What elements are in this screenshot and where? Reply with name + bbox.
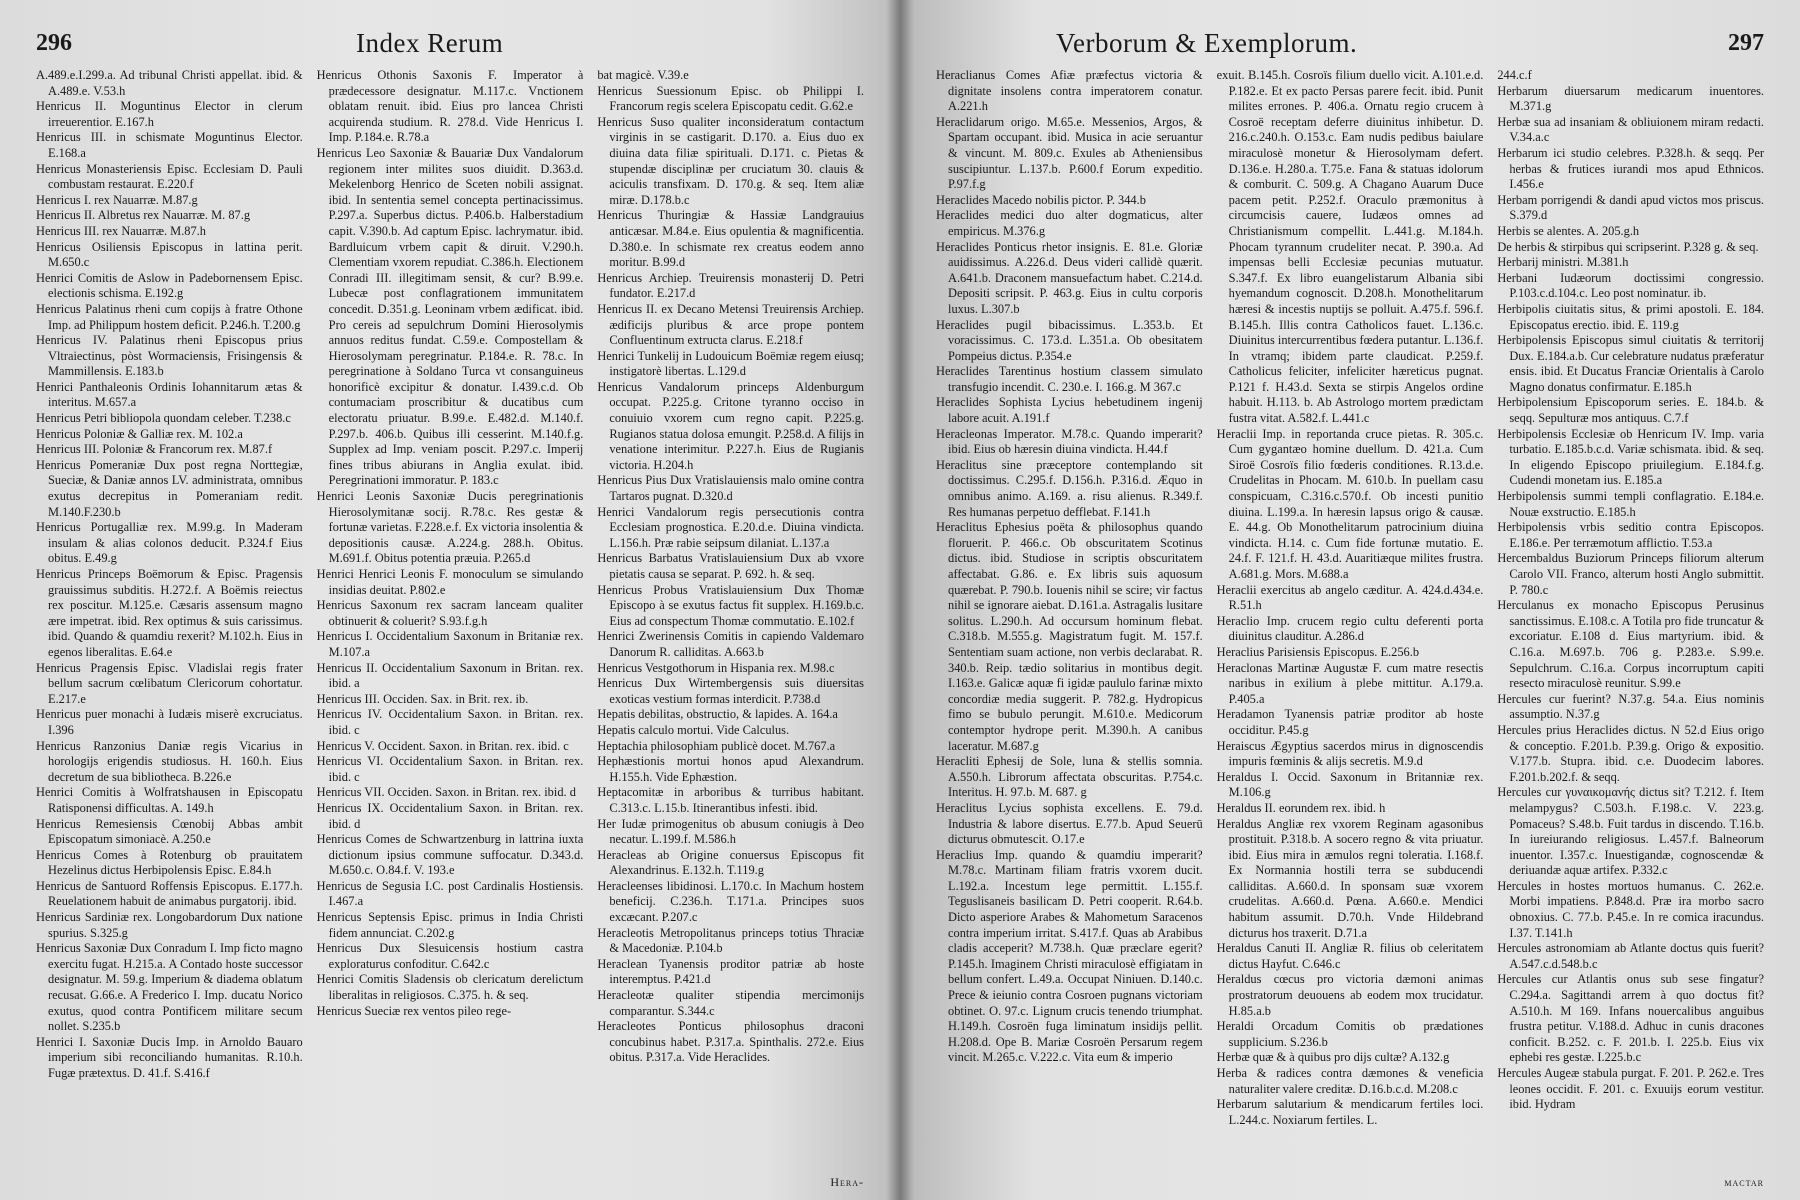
index-entry: Heraldus I. Occid. Saxonum in Britanniæ rex. M.106.g [1216,769,1484,800]
index-entry: Henricus de Santuord Roffensis Episcopus. E.177.h. Reuelationem habuit de animabus purgatorij. ibid. [36,878,303,909]
index-entry: Her Iudæ primogenitus ob abusum coniugis à Deo necatur. L.199.f. M.586.h [597,816,864,847]
index-entry: Henricus Monasteriensis Episc. Ecclesiam D. Pauli combustam restaurat. E.220.f [36,161,303,192]
index-entry: Henricus Ranzonius Daniæ regis Vicarius in horologijs erigendis studiosus. H. 160.h. Eius decretum de sua bibliotheca. B.226.e [36,738,303,784]
index-entry: Heptachia philosophiam publicè docet. M.767.a [597,738,836,753]
index-entry: Hepatis debilitas, obstructio, & lapides. A. 164.a [597,707,838,722]
index-entry: Henrici Comitis de Aslow in Padebornensem Episc. electionis schisma. E.192.g [36,270,303,301]
index-entry: Henrici Henrici Leonis F. monoculum se simulando insidias deuitat. P.802.e [316,567,584,597]
catchword: mactar [1724,1175,1764,1189]
index-entry: Henricus Probus Vratislauiensium Dux Thomæ Episcopo à se exutus factus fit supplex. H.169.b.c. Eius ad conspectum Thomæ commutatio. E.102.f [597,582,864,628]
running-title: Index Rerum [356,28,504,58]
index-entry: De herbis & stirpibus qui scripserint. P.328 g. & seq. [1497,239,1759,254]
index-entry: Heraclides Ponticus rhetor insignis. E. 81.e. Gloriæ auidissimus. A.226.d. Deus videri callidè quærit. A.641.b. Draconem mansuefactum habet. C.214.d. Depositi scripsit. P. 463.g. Eius in cultu corporis luxus. L.307.b [936,239,1203,316]
index-entry: Herbarum salutarium & mendicarum fertiles loci. L.244.c. Noxiarum fertiles. L. [1216,1097,1484,1127]
index-entry: Heraclitus Lycius sophista excellens. E. 79.d. Industria & labore disertus. E.77.b. Apud Seuerū dicturus obmutescit. O.17.e [936,800,1203,847]
index-entry: Henricus Palatinus rheni cum copijs à fratre Othone Imp. ad Philippum hostem deficit. P.246.h. T.200.g [36,301,303,332]
index-entry: Henricus Dux Slesuicensis hostium castra exploraturus confoditur. C.642.c [316,941,584,971]
index-entry: Heradamon Tyanensis patriæ proditor ab hoste occiditur. P.45.g [1216,707,1484,737]
index-entry: Herbani Iudæorum doctissimi congressio. P.103.c.d.104.c. Leo post nominatur. ib. [1497,270,1764,301]
index-entry: Henricus puer monachi à Iudæis miserè excruciatus. I.396 [36,707,303,737]
index-entry: Henricus Portugalliæ rex. M.99.g. In Maderam insulam & alias colonos deducit. P.324.f Eius obitus. E.49.g [36,520,303,566]
left-page-columns [36,68,864,1188]
index-entry: Heraclii exercitus ab angelo cæditur. A. 424.d.434.e. R.51.h [1216,582,1484,613]
index-entry: Heracleas ab Origine conuersus Episcopus fit Alexandrinus. E.132.h. T.119.g [597,847,864,878]
index-entry: Henricus Othonis Saxonis F. Imperator à prædecessore designatur. M.117.c. Vnctionem oblatam renuit. ibid. Eius pro lancea Christi acquirenda studium. R. 278.d. Vide Henricus I. Imp. P.184.e. R.78.a [316,68,584,145]
index-entry: Henrici Zwerinensis Comitis in capiendo Valdemaro Danorum R. calliditas. A.663.b [597,629,864,659]
index-column [36,68,303,1188]
index-entry: Heracleenses libidinosi. L.170.c. In Machum hostem beneficij. C.236.h. T.171.a. Principes suos excæcant. P.207.c [597,878,864,925]
index-entry: Heraclides medici duo alter dogmaticus, alter empiricus. M.376.g [936,208,1203,238]
index-entry: Herba & radices contra dæmones & veneficia naturaliter valere creditæ. D.16.b.c.d. M.208.c [1216,1066,1484,1096]
index-entry: Henricus II. Occidentalium Saxonum in Britan. rex. ibid. a [316,660,584,691]
page-number: 296 [36,30,72,56]
index-entry: Henricus Vestgothorum in Hispania rex. M.98.c [597,660,835,675]
index-entry: Henricus Remesiensis Cœnobij Abbas ambit Episcopatum simoniacè. A.250.e [36,816,303,847]
left-page-header [36,26,864,60]
index-entry: Henricus Vandalorum princeps Aldenburgum occupat. P.225.g. Critone tyranno occiso in conuiuio vxorem cum regno capit. P.225.g. Rugianos statua dolosa emungit. P.258.d. A filijs in venatione interimitur. P.227.h. Eius de Rugianis victoria. H.204.h [597,379,864,472]
index-entry: Heraclius Imp. quando & quamdiu imperarit? M.78.c. Martinam filiam fratris vxorem ducit. L.192.a. Incestum lege permittit. L.155.f. Teguslisaneis basilicam D. Petri cooperit. R.64.b. Dicto asperiore Arabes & Mahometum Saracenos contra imperium irritat. S.417.f. Quas ab Arabibus cladis acceperit? M.738.h. Quæ præclare egerit? P.145.h. Imaginem Christi miraculosè effigiatam in bellum confert. L.49.a. Occupat Niniuen. D.140.c. Prece & ieiunio contra Cosroen pugnans victoriam obtinet. O. 97.c. Lignum crucis tenendo triumphat. H.149.h. Cosroën fuga liminatum insidijs pellit. H.208.d. Ope B. Mariæ Cosroën Persarum regem vincit. M.265.c. V.222.c. Vita eum & imperio [936,847,1203,1065]
right-page-columns [936,68,1764,1188]
catchword: Hera- [830,1175,864,1189]
running-title: Verborum & Exemplorum. [1056,28,1358,58]
index-entry: Herculanus ex monacho Episcopus Perusinus sanctissimus. E.108.c. A Totila pro fide truncatur & excoriatur. E.108 d. Eius martyrium. ibid. & C.16.a. M.697.b. 706 g. P.283.e. S.99.e. Sepulchrum. C.16.a. Corpus incorruptum capiti resecto miraculosè reunitur. S.99.e [1497,598,1764,691]
index-entry: bat magicè. V.39.e [597,68,689,82]
index-entry: Heptacomitæ in arboribus & turribus habitant. C.313.c. L.15.b. Itinerantibus infesti. ibid. [597,785,864,815]
index-entry: Heraldus II. eorundem rex. ibid. h [1216,800,1386,815]
index-entry: Henricus Saxonum rex sacram lanceam qualiter obtinuerit & coluerit? S.93.f.g.h [316,598,584,628]
index-entry: Henricus III. rex Nauarræ. M.87.h [36,223,206,238]
index-entry: Henricus I. rex Nauarræ. M.87.g [36,192,198,207]
index-entry: Henricus Suessionum Episc. ob Philippi I. Francorum regis scelera Episcopatu cedit. G.62.e [597,83,864,114]
index-entry: Heraclides Sophista Lycius hebetudinem ingenij labore acuit. A.191.f [936,395,1203,426]
index-entry: Henricus Saxoniæ Dux Conradum I. Imp ficto magno exercitu fugat. H.215.a. A Contado hoste successor designatur. M. 59.g. Imperium & diadema oblatum recusat. G.66.e. A Frederico I. Imp. ducatu Norico exutus, quod contra Pontificem militare secum nollet. S.235.b [36,941,303,1034]
index-entry: Henricus Pomeraniæ Dux post regna Norttegiæ, Sueciæ, & Daniæ annos LV. administrata, omnibus exutus decrepitus in Pomeraniam redit. M.140.F.230.b [36,457,303,519]
index-entry: Hercules cur Atlantis onus sub sese fingatur? C.294.a. Sagittandi arrem à quo doctus fit? A.510.h. M 169. Infans nouercalibus anguibus frustra petitur. V.188.d. Adhuc in cunis dracones conficit. B.252. c. F. 201.b. I. 225.b. Eius vix ephebi res gestæ. I.225.b.c [1497,972,1764,1065]
index-entry: Heraclidarum origo. M.65.e. Messenios, Argos, & Spartam occupant. ibid. Musica in acie seruantur & vincunt. M. 809.c. Exules ab Atheniensibus suscipiuntur. L.137.b. P.600.f Eorum expeditio. P.97.f.g [936,114,1203,192]
index-column [317,68,584,1188]
right-page [900,0,1800,1200]
index-entry: Henrici I. Saxoniæ Ducis Imp. in Arnoldo Bauaro imperium sibi reconciliando humanitas. R.10.h. Fugæ prætextus. D. 41.f. S.416.f [36,1034,303,1080]
index-entry: Henricus Thuringiæ & Hassiæ Landgrauius anticæsar. M.84.e. Eius opulentia & magnificentia. D.380.e. In schismate rex creatus eodem anno moritur. B.99.d [597,208,864,270]
index-entry: Heraldus Angliæ rex vxorem Reginam agasonibus prostituit. P.318.b. A socero regno & vita priuatur. ibid. Eius mira in æmulos regni toleratia. I.168.f. Ex Normannia hostili terra se subducendi calliditas. A.660.d. In sponsam suæ vxorem crudelitas. A.660.d. Pœna. A.660.e. Mendici habitum assumit. D.70.h. Vnde Hildebrand dicturus hos traxerit. D.71.a [1216,816,1484,940]
index-entry: Herbarij ministri. M.381.h [1497,255,1629,270]
index-entry: Heraclii Imp. in reportanda cruce pietas. R. 305.c. Cum gygantæo homine duellum. D. 421.a. Cum Siroë Cosroïs filio fœderis conditiones. R.13.d.e. Crudelitas in Phocam. M. 610.b. In puellam casu conspicuam, C.316.c.570.f. Ob incesti punitio diuina. L.199.a. In hæresin lapsus origo & causæ. E. 44.g. Ob Monothelitarum patrocinium diuina vindicta. H.14. c. Cum fide fortunæ mutatio. E. 24.f. F. 121.f. H. 43.d. Auaritiæque milites frustra. A.681.g. Mors. M.688.a [1216,426,1484,581]
index-entry: Henricus IV. Palatinus rheni Episcopus prius Vltraiectinus, pòst Wormaciensis, Frisingensis & Mammillensis. E.183.b [36,333,303,379]
index-entry: Henricus Sueciæ rex ventos pileo rege- [316,1003,512,1018]
index-entry: Heraclio Imp. crucem regio cultu deferenti porta diuinitus clauditur. A.286.d [1216,613,1484,644]
index-entry: Henricus III. Occiden. Sax. in Brit. rex. ib. [316,691,529,706]
index-entry: Henricus VII. Occiden. Saxon. in Britan. rex. ibid. d [316,785,576,800]
index-entry: Henricus Suso qualiter inconsideratum contactum virginis in se castigarit. D.170. a. Eius duo ex diuina data filiæ spirituali. D.171. c. Pietas & stupendæ disciplinæ per cruciatum 30. clauis & aciculis transfixam. D. 170.g. & seq. Item aliæ miræ. D.178.b.c [597,114,864,207]
index-entry: Henrici Leonis Saxoniæ Ducis peregrinationis Hierosolymitanæ socij. R.78.c. Res gestæ & fortunæ varietas. F.228.e.f. Ex victoria insolentia & depositionis causæ. A.224.g. 288.h. Obitus. M.691.f. Obitus potentia præuia. P.265.d [316,489,584,566]
index-entry: Henricus Sardiniæ rex. Longobardorum Dux natione spurius. S.325.g [36,910,303,940]
index-column [597,68,864,1188]
index-entry: Henricus Comes de Schwartzenburg in lattrina iuxta dictionum ipsius commune suffocatur. D.343.d. M.650.c. O.84.f. V. 193.e [316,832,584,878]
index-entry: Heraclitus Ephesius poëta & philosophus quando floruerit. P. 466.c. Ob obscuritatem Scotinus dictus. ibid. Studiose in scriptis obscuritatem affectabat. G.86. e. Ex libris suis aquosum quærebat. P. 790.b. Iouenis nihil se scire; vir factus nihil se ignorare aiebat. D.161.a. Astragalis lusitare solitus. L.290.h. Ad occursum hominum flebat. C.318.b. M.555.g. Magistratum fugit. M. 157.f. Sententiam suam actione, non verbis declarabat. R. 340.b. Reip. tædio solitarius in montibus degit. I.163.e. Galicæ aquæ fi igidæ paululo farinæ mixto concordiæ media suggerit. P. 782.g. Hydropicus fimo se bubulo perungit. M.610.e. Medicorum contemptor hydrope perit. M.390.h. A canibus laceratur. M.687.g [936,520,1203,753]
index-entry: Henricus II. ex Decano Metensi Treuirensis Archiep. ædificijs pluribus & arce prope pontem Confluentinum extructa clarus. E.218.f [597,301,864,348]
index-entry: Henrici Comitis à Wolfratshausen in Episcopatu Ratisponensi difficultas. A. 149.h [36,785,303,815]
index-entry: Herbipolensium Episcoporum series. E. 184.b. & seqq. Sepulturæ mos antiquus. C.7.f [1497,395,1764,426]
index-entry: Heracleotes Ponticus philosophus draconi concubinus habet. P.317.a. Spinthalis. 272.e. Eius obitus. P.317.a. Vide Heraclides. [597,1019,864,1065]
index-entry: Henricus Comes à Rotenburg ob prauitatem Hezelinus dictus Herbipolensis Episc. E.84.h [36,847,303,878]
index-entry: A.489.e.I.299.a. Ad tribunal Christi appellat. ibid. & A.489.e. V.53.h [36,68,303,98]
right-page-header [936,26,1764,60]
index-entry: Henrici Comitis Sladensis ob clericatum derelictum liberalitas in religiosos. C.375. h. & seq. [316,972,584,1003]
index-entry: Henricus III. Poloniæ & Francorum rex. M.87.f [36,442,273,457]
index-entry: Henricus III. in schismate Moguntinus Elector. E.168.a [36,130,303,160]
index-entry: Henricus IX. Occidentalium Saxon. in Britan. rex. ibid. d [316,800,584,831]
index-entry: Henricus VI. Occidentalium Saxon. in Britan. rex. ibid. c [316,754,584,784]
index-entry: Herbæ sua ad insaniam & obliuionem miram redacti. V.34.a.c [1497,114,1764,145]
index-entry: Heraldi Orcadum Comitis ob prædationes supplicium. S.236.b [1216,1019,1484,1049]
index-column [1497,68,1764,1188]
index-entry: Heraclius Parisiensis Episcopus. E.256.b [1216,644,1420,659]
index-entry: Henricus Barbatus Vratislauiensium Dux ab vxore pietatis causa se separat. P. 692. h. & seq. [597,551,864,581]
index-entry: Herbipolensis vrbis seditio contra Episcopos. E.186.e. Per terræmotum afflictio. T.53.a [1497,520,1764,550]
index-entry: Hercules prius Heraclides dictus. N 52.d Eius origo & conceptio. F.201.b. P.39.g. Origo & expositio. V.177.b. Stupra. ibid. c.e. Duodecim labores. F.201.b.202.f. & seqq. [1497,722,1764,784]
index-entry: Heraclianus Comes Afiæ præfectus victoria & dignitate insolens contra imperatorem conatur. A.221.h [936,68,1203,114]
index-entry: Heraclonas Martinæ Augustæ F. cum matre resectis naribus in exilium à plebe mittitur. A.179.a. P.405.a [1216,660,1484,706]
index-entry: Hercules cur fuerint? N.37.g. 54.a. Eius nominis assumptio. N.37.g [1497,691,1764,722]
index-entry: Henricus I. Occidentalium Saxonum in Britaniæ rex. M.107.a [316,629,584,659]
index-entry: Heracleotæ qualiter stipendia mercimonijs comparantur. S.344.c [597,988,864,1018]
index-entry: Heraclides pugil bibacissimus. L.353.b. Et voracissimus. C. 173.d. L.351.a. Ob obesitatem Pompeius dictus. P.354.e [936,317,1203,363]
index-entry: Heraclitus sine præceptore contemplando sit doctissimus. C.295.f. D.156.h. P.316.d. Æquo in omnibus animo. A.169. a. risu alienus. R.349.f. Res humanas perpetuo defflebat. F.141.h [936,457,1203,519]
index-entry: Henrici Panthaleonis Ordinis Iohannitarum ætas & interitus. M.657.a [36,379,303,410]
index-entry: Henricus Osiliensis Episcopus in lattina perit. M.650.c [36,239,303,270]
index-entry: Henricus II. Albretus rex Nauarræ. M. 87.g [36,208,251,223]
index-entry: exuit. B.145.h. Cosroïs filium duello vicit. A.101.e.d. P.182.e. Et ex pacto Persas parere fecit. ibid. Punit milites errones. P. 406.a. Ornatu regio crucem à Cosroë receptam deferre diuinitus inhibetur. D. 216.c.240.h. O.153.c. Eam nudis pedibus baiulare miraculosè monetur & Hierosolymam defert. D.136.e. H.280.a. T.75.e. Fana & statuas idolorum & comburit. C. 509.g. A Chagano Auarum Duce pacem petit. P.252.f. Oraculo præmonitus à circumcisis cauere, Iudæos omnes ad Christianismum compellit. L.441.g. M.184.h. Phocam tyrannum crudeliter necat. P. 390.a. Ad impensas belli Ecclesiæ pecunias mutuatur. S.347.f. Ex libro euangelistarum Albania sibi hyemandum cognoscit. D.208.h. Monothelitarum hæresi & incestis nuptijs se polluit. A.475.f. 596.f. B.145.h. Illis contra Catholicos fauet. L.136.c. Diuinitus intercurrentibus fœdera putantur. L.136.f. In vtramq; ibidem parte claudicat. P.259.f. Catholicus feliciter, infeliciter hæreticus pugnat. P.121 f. H.43.d. Sexta se stirpis Angelos ordine habuit. H.113. b. Ab Astrologo mortem prædictam fustra vitat. A.582.f. L.441.c [1216,68,1484,426]
index-entry: Herbæ quæ & à quibus pro dijs cultæ? A.132.g [1216,1050,1450,1065]
index-entry: Heraclides Macedo nobilis pictor. P. 344.b [936,192,1146,207]
index-entry: Herbis se alentes. A. 205.g.h [1497,223,1640,238]
index-entry: Henricus de Segusia I.C. post Cardinalis Hostiensis. I.467.a [316,878,584,909]
index-entry: Heraiscus Ægyptius sacerdos mirus in dignoscendis impuris fœminis & alijs secretis. M.9.d [1216,738,1484,769]
index-entry: Heracliti Ephesij de Sole, luna & stellis somnia. A.550.h. Librorum affectata obscuritas. P.754.c. Interitus. H. 97.b. M. 687. g [936,754,1203,800]
index-entry: Henricus Pius Dux Vratislauiensis malo omine contra Tartaros pugnat. D.320.d [597,473,864,504]
index-entry: Heracleonas Imperator. M.78.c. Quando imperarit? ibid. Eius ob hæresin diuina vindicta. H.44.f [936,426,1203,457]
index-entry: Henricus Pragensis Episc. Vladislai regis frater bellum sacrum cœlibatum Clericorum cohortatur. E.217.e [36,660,303,706]
index-entry: Henricus Dux Wirtembergensis suis diuersitas exoticas vestium formas interdicit. P.738.d [597,676,864,706]
index-entry: Hercules cur γυναικομανής dictus sit? T.212. f. Item melampygus? C.503.h. F.198.c. V. 223.g. Pomaceus? S.48.b. Fuit tardus in discendo. T.16.b. In iureiurando religiosus. L.457.f. Balneorum inuentor. I.357.c. Inuestigandæ, cognoscendæ & deriuandæ aquæ artifex. P.332.c [1497,785,1764,878]
index-entry: Henricus Septensis Episc. primus in India Christi fidem annunciat. C.202.g [316,910,584,940]
index-entry: Hercules astronomiam ab Atlante doctus quis fuerit? A.547.c.d.548.b.c [1497,941,1764,971]
index-entry: Henrici Vandalorum regis persecutionis contra Ecclesiam prognostica. E.20.d.e. Diuina vindicta. L.156.h. Præ rabie seipsum dilaniat. L.137.a [597,504,864,550]
index-entry: Herbipolensis Episcopus simul ciuitatis & territorij Dux. E.184.a.b. Cur celebrature nudatus præferatur ensis. ibid. Et Ducatus Franciæ Orientalis à Carolo Magno donatus confirmatur. E.185.h [1497,333,1764,394]
index-entry: Herbipolensis Ecclesiæ ob Henricum IV. Imp. varia turbatio. E.185.b.c.d. Variæ schismata. ibid. & seq. In eligendo Episcopo priuilegium. E.184.f.g. Cudendi monetam ius. E.185.a [1497,426,1764,488]
index-entry: Heraclides Tarentinus hostium classem simulato transfugio incendit. C. 230.e. I. 166.g. M 367.c [936,364,1203,394]
index-entry: Henrici Tunkelij in Ludouicum Boëmiæ regem eiusq; instigatorè libertas. L.129.d [597,348,864,379]
index-entry: Hercembaldus Buziorum Princeps filiorum alterum Carolo VII. Franco, alterum hosti Anglo submittit. P. 780.c [1497,551,1764,597]
index-entry: Henricus Archiep. Treuirensis monasterij D. Petri fundator. E.217.d [597,270,864,301]
index-column [1217,68,1484,1188]
index-entry: Herbam porrigendi & dandi apud victos mos priscus. S.379.d [1497,192,1764,223]
index-entry: Henricus Petri bibliopola quondam celeber. T.238.c [36,411,291,426]
index-entry: Heraldus Canuti II. Angliæ R. filius ob celeritatem dictus Hayfut. C.646.c [1216,941,1484,971]
index-column [936,68,1203,1188]
index-entry: Henricus Poloniæ & Galliæ rex. M. 102.a [36,426,243,441]
index-entry: Heracleotis Metropolitanus princeps totius Thraciæ & Macedoniæ. P.104.b [597,925,864,956]
index-entry: Hepatis calculo mortui. Vide Calculus. [597,722,790,737]
index-entry: Henricus V. Occident. Saxon. in Britan. rex. ibid. c [316,738,569,753]
index-entry: Hephæstionis mortui honos apud Alexandrum. H.155.h. Vide Ephæstion. [597,754,864,784]
index-entry: 244.c.f [1497,68,1532,82]
page-number: 297 [1728,30,1764,56]
index-entry: Heraclean Tyanensis proditor patriæ ab hoste interemptus. P.421.d [597,956,864,987]
index-entry: Henricus II. Moguntinus Elector in clerum irreuerentior. E.167.h [36,99,303,129]
index-entry: Heraldus cœcus pro victoria dæmoni animas prostratorum deuouens ab eodem mox trucidatur. H.85.a.b [1216,972,1484,1018]
index-entry: Hercules in hostes mortuos humanus. C. 262.e. Morbi impatiens. P.848.d. Præ ira morbo sacro obnoxius. C. 77.b. P.45.e. In re comica iracundus. I.37. T.141.h [1497,878,1764,940]
index-entry: Herbipolensis summi templi conflagratio. E.184.e. Nouæ exstructio. E.185.h [1497,489,1764,519]
index-entry: Herbipolis ciuitatis situs, & primi apostoli. E. 184. Episcopatus erectio. ibid. E. 119.g [1497,301,1764,332]
index-entry: Henricus Leo Saxoniæ & Bauariæ Dux Vandalorum regionem inter milites suos diuidit. D.363.d. Mekelenborg Henrico de Sceten nobili assignat. ibid. In sententia semel concepta pertinacissimus. P.297.a. Superbus dictus. P.406.b. Halberstadium capit. V.390.b. Ad captum Episc. lachrymatur. ibid. Bardluicum vrbem capit & diruit. V.290.h. Clementiam vxorem repudiat. C.386.h. Electionem Conradi III. illegitimam sensit, & cur? B.99.e. Lubecæ post conflagrationem immunitatem concedit. D.351.g. Leoninam vrbem ædificat. ibid. Pro cereis ad sepulchrum Domini Hierosolymis annuos reditus fundat. C.59.e. Compostellam & Hierosolymam peregrinatur. P.184.e. R. 78.c. In peregrinatione à Soldano Turca vt consanguineus honorificè excipitur & donatur. I.439.c.d. Ob contumaciam proscribitur & ducatibus cum electoratu priuatur. B.99.e. E.482.d. M.140.f. P.297.b. 406.b. Quibus illi cesserint. M.140.f.g. Supplex ad Imp. veniam poscit. P.297.c. Imperij fines tribus abiurans in Anglia exulat. ibid. Peregrinationi immoratur. P. 183.c [316,145,584,488]
index-entry: Herbarum diuersarum medicarum inuentores. M.371.g [1497,83,1764,114]
index-entry: Henricus Princeps Boëmorum & Episc. Pragensis grauissimus subditis. H.272.f. A Boëmis reiectus rex poscitur. M.125.e. Cæsaris assensum magno ære impetrat. ibid. Rex optimus & suis carissimus. ibid. Quando & quamdiu rexerit? M.102.h. Eius in egenos liberalitas. E.64.e [36,567,303,659]
index-entry: Henricus IV. Occidentalium Saxon. in Britan. rex. ibid. c [316,707,584,737]
index-entry: Herbarum ici studio celebres. P.328.h. & seqq. Per herbas & frutices iurandi mos apud Ethnicos. I.456.e [1497,145,1764,192]
index-entry: Hercules Augeæ stabula purgat. F. 201. P. 262.e. Tres leones occidit. F. 201. c. Exuuijs eorum vestitur. ibid. Hydram [1497,1066,1764,1112]
